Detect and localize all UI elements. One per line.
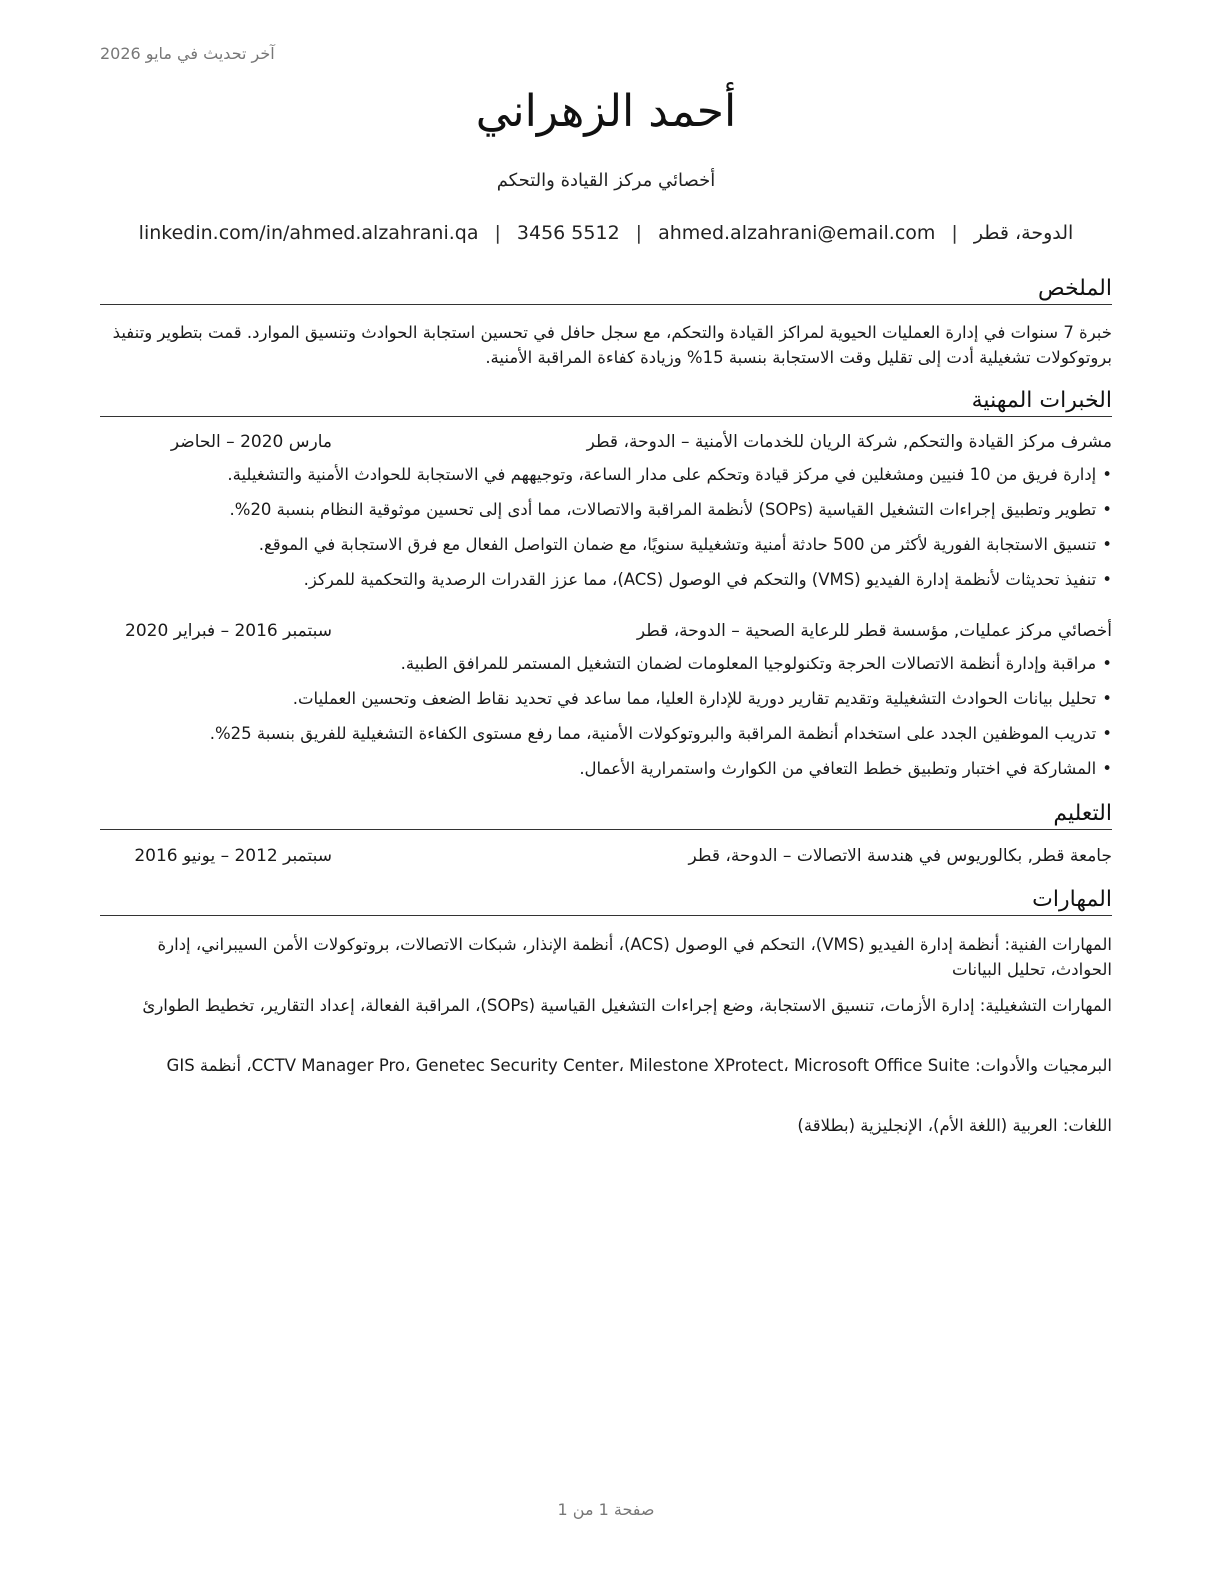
education-heading: التعليم	[100, 801, 1112, 830]
bullet-icon: •	[1102, 500, 1112, 519]
job-header	[100, 621, 1112, 647]
list-item	[100, 533, 1112, 557]
page-number: صفحة 1 من 1	[557, 1500, 655, 1519]
bullet-icon: •	[1102, 570, 1112, 589]
summary-text: خبرة 7 سنوات في إدارة العمليات الحيوية لمراكز القيادة والتحكم، مع سجل حافل في تحسين استجابة الحوادث وتنسيق الموارد. قمت بتطوير وتنفيذ بروتوكولات تشغيلية أدت إلى تقليل وقت الاستجابة بنسبة 15% وزيادة كفاءة المراقبة الأمنية.	[112, 323, 1112, 367]
contact-separator: |	[635, 222, 643, 244]
contact-phone: 3456 5512	[516, 222, 620, 244]
bullet-text: مراقبة وإدارة أنظمة الاتصالات الحرجة وتكنولوجيا المعلومات لضمان التشغيل المستمر للمرافق الطبية.	[400, 654, 1097, 673]
job-header	[100, 432, 1112, 458]
contact-separator: |	[951, 222, 958, 244]
job-role: أخصائي مركز عمليات, مؤسسة قطر للرعاية الصحية – الدوحة، قطر	[636, 621, 1112, 641]
list-item	[100, 463, 1112, 487]
contact-email[interactable]: ahmed.alzahrani@email.com	[658, 222, 936, 244]
bullet-text: تحليل بيانات الحوادث التشغيلية وتقديم تقارير دورية للإدارة العليا، مما ساعد في تحديد نقاط الضعف وتحسين العمليات.	[292, 689, 1097, 708]
job-dates: سبتمبر 2016 – فبراير 2020	[125, 621, 332, 641]
bullet-icon: •	[1102, 759, 1112, 778]
bullet-icon: •	[1102, 465, 1112, 484]
contact-location: الدوحة، قطر	[973, 222, 1074, 244]
skills-heading: المهارات	[100, 887, 1112, 916]
skill-line-operational: المهارات التشغيلية: إدارة الأزمات، تنسيق الاستجابة، وضع إجراءات التشغيل القياسية (SOPs)، المراقبة الفعالة، إعداد التقارير، تخطيط الطوارئ	[142, 996, 1112, 1015]
contact-separator: |	[494, 222, 501, 244]
resume-page	[100, 0, 1112, 1584]
bullet-text: إدارة فريق من 10 فنيين ومشغلين في مركز قيادة وتحكم على مدار الساعة، وتوجيههم في الاستجابة للحوادث الأمنية والتشغيلية.	[227, 465, 1097, 484]
last-updated-note: آخر تحديث في مايو 2026	[100, 44, 275, 63]
summary-heading: الملخص	[100, 276, 1112, 305]
job-role: مشرف مركز القيادة والتحكم, شركة الريان للخدمات الأمنية – الدوحة، قطر	[586, 432, 1112, 452]
candidate-name: أحمد الزهراني	[475, 86, 737, 137]
candidate-title: أخصائي مركز القيادة والتحكم	[496, 170, 716, 191]
bullet-icon: •	[1102, 654, 1112, 673]
job-bullets	[100, 652, 1112, 792]
bullet-text: المشاركة في اختبار وتطبيق خطط التعافي من الكوارث واستمرارية الأعمال.	[579, 759, 1097, 778]
bullet-text: تنسيق الاستجابة الفورية لأكثر من 500 حادثة أمنية وتشغيلية سنويًا، مع ضمان التواصل الفعال مع فرق الاستجابة في الموقع.	[258, 535, 1097, 554]
education-entry	[100, 846, 1112, 872]
bullet-text: تطوير وتطبيق إجراءات التشغيل القياسية (SOPs) لأنظمة المراقبة والاتصالات، مما أدى إلى تحسين موثوقية النظام بنسبة 20%.	[229, 500, 1097, 519]
skill-line-languages: اللغات: العربية (اللغة الأم)، الإنجليزية (بطلاقة)	[797, 1116, 1112, 1135]
list-item	[100, 568, 1112, 592]
job-dates: مارس 2020 – الحاضر	[170, 432, 332, 452]
list-item	[100, 722, 1112, 746]
skill-line-technical: المهارات الفنية: أنظمة إدارة الفيديو (VMS)، التحكم في الوصول (ACS)، أنظمة الإنذار، شبكات الاتصالات، بروتوكولات الأمن السيبراني، إدارة الحوادث، تحليل البيانات	[157, 935, 1112, 979]
skill-line-software: البرمجيات والأدوات: CCTV Manager Pro، Genetec Security Center، Milestone XProtect، Microsoft Office Suite، أنظمة GIS	[166, 1056, 1112, 1075]
contact-line	[100, 222, 1112, 244]
contact-linkedin[interactable]: linkedin.com/in/ahmed.alzahrani.qa	[138, 222, 479, 244]
experience-heading: الخبرات المهنية	[100, 388, 1112, 417]
bullet-icon: •	[1102, 724, 1112, 743]
list-item	[100, 652, 1112, 676]
list-item	[100, 757, 1112, 781]
bullet-text: تدريب الموظفين الجدد على استخدام أنظمة المراقبة والبروتوكولات الأمنية، مما رفع مستوى الكفاءة التشغيلية للفريق بنسبة 25%.	[209, 724, 1097, 743]
list-item	[100, 687, 1112, 711]
list-item	[100, 498, 1112, 522]
education-degree: جامعة قطر, بكالوريوس في هندسة الاتصالات – الدوحة، قطر	[688, 846, 1112, 866]
bullet-text: تنفيذ تحديثات لأنظمة إدارة الفيديو (VMS) والتحكم في الوصول (ACS)، مما عزز القدرات الرصدية والتحكمية للمركز.	[303, 570, 1097, 589]
bullet-icon: •	[1102, 689, 1112, 708]
bullet-icon: •	[1102, 535, 1112, 554]
education-dates: سبتمبر 2012 – يونيو 2016	[134, 846, 332, 866]
job-bullets	[100, 463, 1112, 603]
